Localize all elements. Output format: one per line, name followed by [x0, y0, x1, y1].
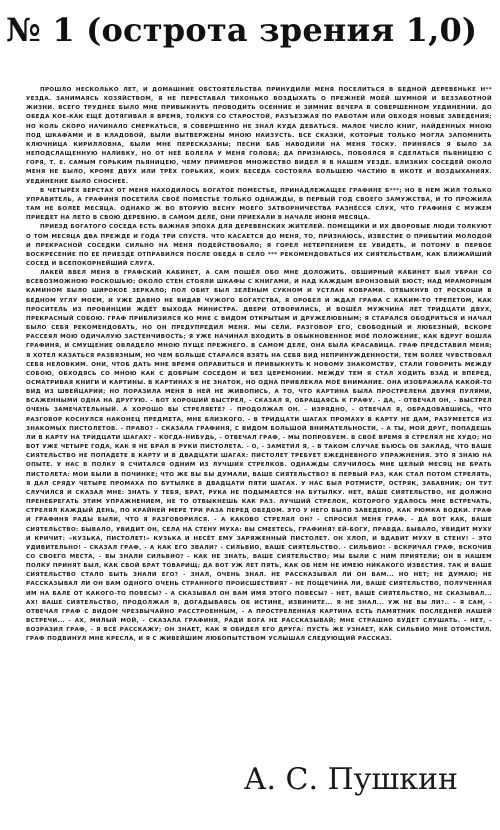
paragraph: ПРОШЛО НЕСКОЛЬКО ЛЕТ, И ДОМАШНИЕ ОБСТОЯТЕЛЬСТВА ПРИНУДИЛИ МЕНЯ ПОСЕЛИТЬСЯ В БЕДНОЙ ДЕРЕВЕНЬКЕ Н** УЕЗДА. ЗАНИМАЯСЬ ХОЗЯЙСТВОМ, Я НЕ ПЕРЕСТАВАЛ ТИХОНЬКО ВОЗДЫХАТЬ О ПРЕЖНЕЙ МОЕЙ ШУМНОЙ И БЕЗЗАБОТНОЙ ЖИЗНИ. ВСЕГО ТРУДНЕЕ БЫЛО МНЕ ПРИВЫКНУТЬ ПРОВОДИТЬ ОСЕННИЕ И ЗИМНИЕ ВЕЧЕРА В СОВЕРШЕННОМ УЕДИНЕНИИ. ДО ОБЕДА КОЕ-КАК ЕЩЁ ДОТЯГИВАЛ Я ВРЕМЯ, ТОЛКУЯ СО СТАРОСТОЙ, РАЗЪЕЗЖАЯ ПО РАБОТАМ ИЛИ ОБХОДЯ НОВЫЕ ЗАВЕДЕНИЯ; НО КОЛЬ СКОРО НАЧИНАЛО СМЕРКАТЬСЯ, Я СОВЕРШЕННО НЕ ЗНАЛ КУДА ДЕВАТЬСЯ. МАЛОЕ ЧИСЛО КНИГ, НАЙДЕННЫХ МНОЮ ПОД ШКАФАМИ И В КЛАДОВОЙ, БЫЛИ ВЫТВЕРЖЕНЫ МНОЮ НАИЗУСТЬ. ВСЕ СКАЗКИ, КОТОРЫЕ ТОЛЬКО МОГЛА ЗАПОМНИТЬ КЛЮЧНИЦА КИРИЛЛОВНА, БЫЛИ МНЕ ПЕРЕСКАЗАНЫ; ПЕСНИ БАБ НАВОДИЛИ НА МЕНЯ ТОСКУ. ПРИНЯЛСЯ Я БЫЛО ЗА НЕПОДСЛАЩЕННУЮ НАЛИВКУ, НО ОТ НЕЁ БОЛЕЛА У МЕНЯ ГОЛОВА; ДА ПРИЗНАЮСЬ, ПОБОЯЛСЯ Я СДЕЛАТЬСЯ ПЬЯНИЦЕЮ С ГОРЯ, Т. Е. САМЫМ ГОРЬКИМ ПЬЯНИЦЕЮ, ЧЕМУ ПРИМЕРОВ МНОЖЕСТВО ВИДЕЛ Я В НАШЕМ УЕЗДЕ. БЛИЗКИХ СОСЕДЕЙ ОКОЛО МЕНЯ НЕ БЫЛО, КРОМЕ ДВУХ ИЛИ ТРЁХ ГОРЬКИХ, КОИХ БЕСЕДА СОСТОЯЛА БОЛЬШЕЮ ЧАСТИЮ В ИКОТЕ И ВОЗДЫХАНИЯХ. УЕДИНЕНИЕ БЫЛО СНОСНЕЕ. — [26, 87, 492, 185]
story-text — [26, 86, 492, 728]
document-title: № 1 (острота зрения 1,0) — [6, 11, 478, 49]
paragraph: В ЧЕТЫРЁХ ВЕРСТАХ ОТ МЕНЯ НАХОДИЛОСЬ БОГАТОЕ ПОМЕСТЬЕ, ПРИНАДЛЕЖАЩЕЕ ГРАФИНЕ Б***; НО В НЕМ ЖИЛ ТОЛЬКО УПРАВИТЕЛЬ, А ГРАФИНЯ ПОСЕТИЛА СВОЁ ПОМЕСТЬЕ ТОЛЬКО ОДНАЖДЫ, В ПЕРВЫЙ ГОД СВОЕГО ЗАМУЖСТВА, И ТО ПРОЖИЛА ТАМ НЕ БОЛЕЕ МЕСЯЦА. ОДНАКО Ж ВО ВТОРУЮ ВЕСНУ МОЕГО ЗАТВОРНИЧЕСТВА РАЗНЁССЯ СЛУХ, ЧТО ГРАФИНЯ С МУЖЕМ ПРИЕДЕТ НА ЛЕТО В СВОЮ ДЕРЕВНЮ. В САМОМ ДЕЛЕ, ОНИ ПРИЕХАЛИ В НАЧАЛЕ ИЮНЯ МЕСЯЦА. — [26, 187, 492, 222]
paragraph: ПРИЕЗД БОГАТОГО СОСЕДА ЕСТЬ ВАЖНАЯ ЭПОХА ДЛЯ ДЕРЕВЕНСКИХ ЖИТЕЛЕЙ. ПОМЕЩИКИ И ИХ ДВОРОВЫЕ ЛЮДИ ТОЛКУЮТ О ТОМ МЕСЯЦА ДВА ПРЕЖДЕ И ГОДА ТРИ СПУСТЯ. ЧТО КАСАЕТСЯ ДО МЕНЯ, ТО, ПРИЗНАЮСЬ, ИЗВЕСТИЕ О ПРИБЫТИИ МОЛОДОЙ И ПРЕКРАСНОЙ СОСЕДКИ СИЛЬНО НА МЕНЯ ПОДЕЙСТВОВАЛО; Я ГОРЕЛ НЕТЕРПЕНИЕМ ЕЕ УВИДЕТЬ, И ПОТОМУ В ПЕРВОЕ ВОСКРЕСЕНИЕ ПО ЕЕ ПРИЕЗДЕ ОТПРАВИЛСЯ ПОСЛЕ ОБЕДА В СЕЛО *** РЕКОМЕНДОВАТЬСЯ ИХ СИЯТЕЛЬСТВАМ, КАК БЛИЖАЙШИЙ СОСЕД И ВСЕПОКОРНЕЙШИЙ СЛУГА. — [26, 224, 492, 267]
paragraph: ЛАКЕЙ ВВЕЛ МЕНЯ В ГРАФСКИЙ КАБИНЕТ, А САМ ПОШЁЛ ОБО МНЕ ДОЛОЖИТЬ. ОБШИРНЫЙ КАБИНЕТ БЫЛ УБРАН СО ВСЕВОЗМОЖНОЮ РОСКОШЬЮ; ОКОЛО СТЕН СТОЯЛИ ШКАФЫ С КНИГАМИ, И НАД КАЖДЫМ БРОНЗОВЫЙ БЮСТ; НАД МРАМОРНЫМ КАМИНОМ БЫЛО ШИРОКОЕ ЗЕРКАЛО; ПОЛ ОБИТ БЫЛ ЗЕЛЁНЫМ СУКНОМ И УСТЛАН КОВРАМИ. ОТВЫКНУВ ОТ РОСКОШИ В БЕДНОМ УГЛУ МОЕМ, И УЖЕ ДАВНО НЕ ВИДАВ ЧУЖОГО БОГАТСТВА, Я ОРОБЕЛ И ЖДАЛ ГРАФА С КАКИМ-ТО ТРЕПЕТОМ, КАК ПРОСИТЕЛЬ ИЗ ПРОВИНЦИИ ЖДЁТ ВЫХОДА МИНИСТРА. ДВЕРИ ОТВОРИЛИСЬ, И ВОШЁЛ МУЖЧИНА ЛЕТ ТРИДЦАТИ ДВУХ, ПРЕКРАСНЫЙ СОБОЮ. ГРАФ ПРИБЛИЗИЛСЯ КО МНЕ С ВИДОМ ОТКРЫТЫМ И ДРУЖЕЛЮБНЫМ; Я СТАРАЛСЯ ОБОДРИТЬСЯ И НАЧАЛ БЫЛО СЕБЯ РЕКОМЕНДОВАТЬ, НО ОН ПРЕДУПРЕДИЛ МЕНЯ. МЫ СЕЛИ. РАЗГОВОР ЕГО, СВОБОДНЫЙ И ЛЮБЕЗНЫЙ, ВСКОРЕ РАССЕЯЛ МОЮ ОДИЧАЛУЮ ЗАСТЕНЧИВОСТЬ; Я УЖЕ НАЧИНАЛ ВХОДИТЬ В ОБЫКНОВЕННОЕ МОЁ ПОЛОЖЕНИЕ, КАК ВДРУГ ВОШЛА ГРАФИНЯ, И СМУЩЕНИЕ ОВЛАДЕЛО МНОЮ ПУЩЕ ПРЕЖНЕГО. В САМОМ ДЕЛЕ, ОНА БЫЛА КРАСАВИЦА. ГРАФ ПРЕДСТАВИЛ МЕНЯ; Я ХОТЕЛ КАЗАТЬСЯ РАЗВЯЗНЫМ, НО ЧЕМ БОЛЬШЕ СТАРАЛСЯ ВЗЯТЬ НА СЕБЯ ВИД НЕПРИНУЖДЕННОСТИ, ТЕМ БОЛЕЕ ЧУВСТВОВАЛ СЕБЯ НЕЛОВКИМ. ОНИ, ЧТОБ ДАТЬ МНЕ ВРЕМЯ ОПРАВИТЬСЯ И ПРИВЫКНУТЬ К НОВОМУ ЗНАКОМСТВУ, СТАЛИ ГОВОРИТЬ МЕЖДУ СОБОЮ, ОБХОДЯСЬ СО МНОЮ КАК С ДОБРЫМ СОСЕДОМ И БЕЗ ЦЕРЕМОНИИ. МЕЖДУ ТЕМ Я СТАЛ ХОДИТЬ ВЗАД И ВПЕРЕД, ОСМАТРИВАЯ КНИГИ И КАРТИНЫ. В КАРТИНАХ Я НЕ ЗНАТОК, НО ОДНА ПРИВЛЕКЛА МОЁ ВНИМАНИЕ. ОНА ИЗОБРАЖАЛА КАКОЙ-ТО ВИД ИЗ ШВЕЙЦАРИИ; НО ПОРАЗИЛА МЕНЯ В НЕЙ НЕ ЖИВОПИСЬ, А ТО, ЧТО КАРТИНА БЫЛА ПРОСТРЕЛЕНА ДВУМЯ ПУЛЯМИ, ВСАЖЕННЫМИ ОДНА НА ДРУГУЮ. - ВОТ ХОРОШИЙ ВЫСТРЕЛ, - СКАЗАЛ Я, ОБРАЩАЯСЬ К ГРАФУ. - ДА, - ОТВЕЧАЛ ОН, - ВЫСТРЕЛ ОЧЕНЬ ЗАМЕЧАТЕЛЬНЫЙ. А ХОРОШО ВЫ СТРЕЛЯЕТЕ? - ПРОДОЛЖАЛ ОН. - ИЗРЯДНО, - ОТВЕЧАЛ Я, ОБРАДОВАВШИСЬ, ЧТО РАЗГОВОР КОСНУЛСЯ НАКОНЕЦ ПРЕДМЕТА, МНЕ БЛИЗКОГО. - В ТРИДЦАТИ ШАГАХ ПРОМАХУ В КАРТУ НЕ ДАМ, РАЗУМЕЕТСЯ ИЗ ЗНАКОМЫХ ПИСТОЛЕТОВ. - ПРАВО? - СКАЗАЛА ГРАФИНЯ, С ВИДОМ БОЛЬШОЙ ВНИМАТЕЛЬНОСТИ, - А ТЫ, МОЙ ДРУГ, ПОПАДЕШЬ ЛИ В КАРТУ НА ТРИДЦАТИ ШАГАХ? - КОГДА-НИБУДЬ, - ОТВЕЧАЛ ГРАФ, - МЫ ПОПРОБУЕМ. В СВОЁ ВРЕМЯ Я СТРЕЛЯЛ НЕ ХУДО; НО ВОТ УЖЕ ЧЕТЫРЕ ГОДА, КАК Я НЕ БРАЛ В РУКИ ПИСТОЛЕТА. - О, - ЗАМЕТИЛ Я, - В ТАКОМ СЛУЧАЕ БЬЮСЬ ОБ ЗАКЛАД, ЧТО ВАШЕ СИЯТЕЛЬСТВО НЕ ПОПАДЕТЕ В КАРТУ И В ДВАДЦАТИ ШАГАХ: ПИСТОЛЕТ ТРЕБУЕТ ЕЖЕДНЕВНОГО УПРАЖНЕНИЯ. ЭТО Я ЗНАЮ НА ОПЫТЕ. У НАС В ПОЛКУ Я СЧИТАЛСЯ ОДНИМ ИЗ ЛУЧШИХ СТРЕЛКОВ. ОДНАЖДЫ СЛУЧИЛОСЬ МНЕ ЦЕЛЫЙ МЕСЯЦ НЕ БРАТЬ ПИСТОЛЕТА: МОИ БЫЛИ В ПОЧИНКЕ; ЧТО ЖЕ ВЫ БЫ ДУМАЛИ, ВАШЕ СИЯТЕЛЬСТВО? В ПЕРВЫЙ РАЗ, КАК СТАЛ ПОТОМ СТРЕЛЯТЬ, Я ДАЛ СРЯДУ ЧЕТЫРЕ ПРОМАХА ПО БУТЫЛКЕ В ДВАДЦАТИ ПЯТИ ШАГАХ. У НАС БЫЛ РОТМИСТР, ОСТРЯК, ЗАБАВНИК; ОН ТУТ СЛУЧИЛСЯ И СКАЗАЛ МНЕ: ЗНАТЬ У ТЕБЯ, БРАТ, РУКА НЕ ПОДЫМАЕТСЯ НА БУТЫЛКУ. НЕТ, ВАШЕ СИЯТЕЛЬСТВО, НЕ ДОЛЖНО ПРЕНЕБРЕГАТЬ ЭТИМ УПРАЖНЕНИЕМ, НЕ ТО ОТВЫКНЕШЬ КАК РАЗ. ЛУЧШИЙ СТРЕЛОК, КОТОРОГО УДАЛОСЬ МНЕ ВСТРЕЧАТЬ, СТРЕЛЯЛ КАЖДЫЙ ДЕНЬ, ПО КРАЙНЕЙ МЕРЕ ТРИ РАЗА ПЕРЕД ОБЕДОМ. ЭТО У НЕГО БЫЛО ЗАВЕДЕНО, КАК РЮМКА ВОДКИ. ГРАФ И ГРАФИНЯ РАДЫ БЫЛИ, ЧТО Я РАЗГОВОРИЛСЯ. - А КАКОВО СТРЕЛЯЛ ОН? - СПРОСИЛ МЕНЯ ГРАФ. - ДА ВОТ КАК, ВАШЕ СИЯТЕЛЬСТВО: БЫВАЛО, УВИДИТ ОН, СЕЛА НА СТЕНУ МУХА: ВЫ СМЕЕТЕСЬ, ГРАФИНЯ? ЕЙ-БОГУ, ПРАВДА. БЫВАЛО, УВИДИТ МУХУ И КРИЧИТ: «КУЗЬКА, ПИСТОЛЕТ!» КУЗЬКА И НЕСЁТ ЕМУ ЗАРЯЖЕННЫЙ ПИСТОЛЕТ. ОН ХЛОП, И ВДАВИТ МУХУ В СТЕНУ! - ЭТО УДИВИТЕЛЬНО! - СКАЗАЛ ГРАФ, - А КАК ЕГО ЗВАЛИ? - СИЛЬВИО, ВАШЕ СИЯТЕЛЬСТВО. - СИЛЬВИО! - ВСКРИЧАЛ ГРАФ, ВСКОЧИВ СО СВОЕГО МЕСТА, - ВЫ ЗНАЛИ СИЛЬВИО? - КАК НЕ ЗНАТЬ, ВАШЕ СИЯТЕЛЬСТВО; МЫ БЫЛИ С НИМ ПРИЯТЕЛИ; ОН В НАШЕМ ПОЛКУ ПРИНЯТ БЫЛ, КАК СВОЙ БРАТ ТОВАРИЩ; ДА ВОТ УЖ ЛЕТ ПЯТЬ, КАК ОБ НЕМ НЕ ИМЕЮ НИКАКОГО ИЗВЕСТИЯ. ТАК И ВАШЕ СИЯТЕЛЬСТВО СТАЛО БЫТЬ ЗНАЛИ ЕГО? - ЗНАЛ, ОЧЕНЬ ЗНАЛ. НЕ РАССКАЗЫВАЛ ЛИ ОН ВАМ... НО НЕТ; НЕ ДУМАЮ; НЕ РАССКАЗЫВАЛ ЛИ ОН ВАМ ОДНОГО ОЧЕНЬ СТРАННОГО ПРОИСШЕСТВИЯ? - НЕ ПОЩЕЧИНА ЛИ, ВАШЕ СИЯТЕЛЬСТВО, ПОЛУЧЕННАЯ ИМ НА БАЛЕ ОТ КАКОГО-ТО ПОВЕСЫ? - А СКАЗЫВАЛ ОН ВАМ ИМЯ ЭТОГО ПОВЕСЫ? - НЕТ, ВАШЕ СИЯТЕЛЬСТВО, НЕ СКАЗЫВАЛ... АХ! ВАШЕ СИЯТЕЛЬСТВО, ПРОДОЛЖАЛ Я, ДОГАДЫВАЯСЬ ОБ ИСТИНЕ, ИЗВИНИТЕ... Я НЕ ЗНАЛ... УЖ НЕ ВЫ ЛИ?.. - Я САМ, - ОТВЕЧАЛ ГРАФ С ВИДОМ ЧРЕЗВЫЧАЙНО РАССТРОЕННЫМ, - А ПРОСТРЕЛЕННАЯ КАРТИНА ЕСТЬ ПАМЯТНИК ПОСЛЕДНЕЙ НАШЕЙ ВСТРЕЧИ... - АХ, МИЛЫЙ МОЙ, - СКАЗАЛА ГРАФИНЯ, РАДИ БОГА НЕ РАССКАЗЫВАЙ; МНЕ СТРАШНО БУДЕТ СЛУШАТЬ. - НЕТ, - ВОЗРАЗИЛ ГРАФ, - Я ВСЁ РАССКАЖУ; ОН ЗНАЕТ, КАК Я ОБИДЕЛ ЕГО ДРУГА: ПУСТЬ ЖЕ УЗНАЕТ, КАК СИЛЬВИО МНЕ ОТОМСТИЛ. ГРАФ ПОДВИНУЛ МНЕ КРЕСЛА, И Я С ЖИВЕЙШИМ ЛЮБОПЫТСТВОМ УСЛЫШАЛ СЛЕДУЮЩИЙ РАССКАЗ. — [26, 270, 492, 643]
author-signature: А. С. Пушкин — [243, 762, 458, 797]
